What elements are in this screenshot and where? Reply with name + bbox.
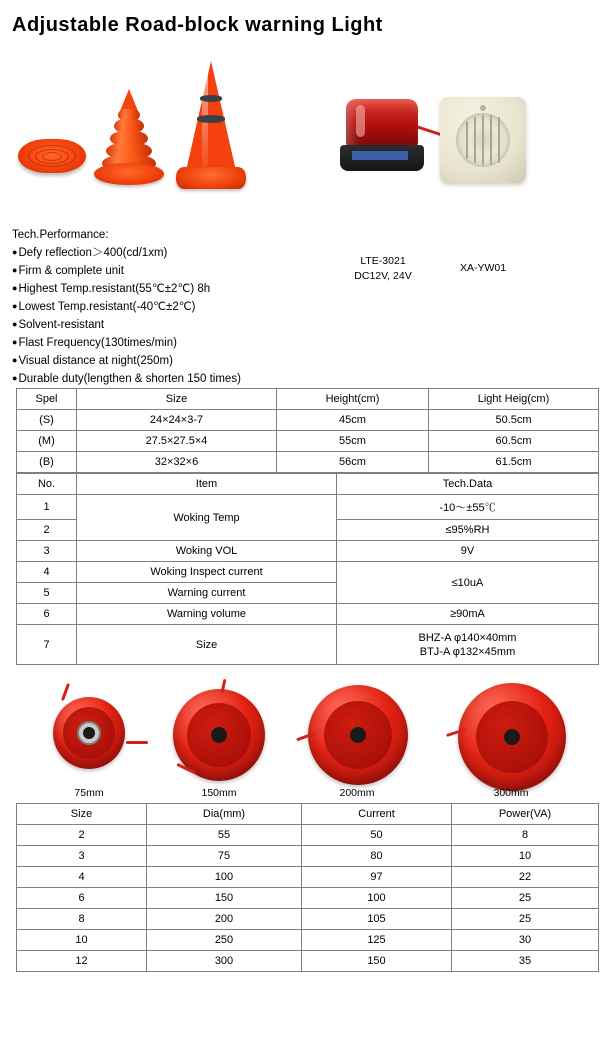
cell-no: 2 (17, 520, 77, 541)
perf-item (12, 298, 607, 316)
beacon-highlight (356, 105, 365, 137)
cell-item: Size (77, 625, 337, 665)
table-header-row (17, 474, 599, 495)
col-size: Size (17, 804, 147, 825)
bullet-icon: ● (12, 247, 18, 257)
bullet-icon: ● (12, 373, 18, 383)
col-item: Item (77, 474, 337, 495)
col-light-height: Light Heig(cm) (429, 389, 599, 410)
table-row (17, 930, 599, 951)
cell-current: 100 (302, 888, 452, 909)
page-title: Adjustable Road-block warning Light (12, 14, 383, 36)
cell-spel: (S) (17, 410, 77, 431)
cell-dia: 250 (147, 930, 302, 951)
bell-200mm-image (308, 685, 408, 785)
cell-current: 97 (302, 867, 452, 888)
perf-item-text: Visual distance at night(250m) (18, 355, 173, 367)
cell-item: Warning current (77, 583, 337, 604)
table-row (17, 625, 599, 665)
cell-power: 25 (452, 888, 599, 909)
perf-item (12, 244, 607, 262)
size-data-line-1: BHZ-A φ140×40mm (418, 631, 517, 644)
col-tech-data: Tech.Data (337, 474, 599, 495)
cell-power: 22 (452, 867, 599, 888)
bullet-icon: ● (12, 337, 18, 347)
cell-light-height: 61.5cm (429, 452, 599, 473)
cell-no: 5 (17, 583, 77, 604)
cell-power: 35 (452, 951, 599, 972)
cell-data: 9V (337, 541, 599, 562)
smoke-detector-image (440, 97, 526, 183)
bell-wire (61, 683, 70, 701)
table-row (17, 825, 599, 846)
size-data-line-2: BTJ-A φ132×45mm (419, 645, 516, 658)
cell-light-height: 50.5cm (429, 410, 599, 431)
cell-size: 10 (17, 930, 147, 951)
cell-power: 8 (452, 825, 599, 846)
table-row (17, 452, 599, 473)
cell-no: 1 (17, 495, 77, 520)
col-no: No. (17, 474, 77, 495)
cell-data: -10～±55℃ (337, 495, 599, 520)
cell-size: 3 (17, 846, 147, 867)
cell-spel: (M) (17, 431, 77, 452)
cell-height: 45cm (277, 410, 429, 431)
bullet-icon: ● (12, 283, 18, 293)
cone-reflective-band (197, 115, 225, 123)
bell-75mm-image (53, 697, 125, 769)
cell-size: 2 (17, 825, 147, 846)
detector-caption (423, 261, 543, 276)
perf-item-text: Firm & complete unit (18, 265, 124, 277)
cell-size: 8 (17, 909, 147, 930)
cell-dia: 55 (147, 825, 302, 846)
table-row (17, 888, 599, 909)
perf-item (12, 280, 607, 298)
cell-power: 10 (452, 846, 599, 867)
perf-item-text: Durable duty(lengthen & shorten 150 times) (18, 373, 241, 385)
cone-base-plate (176, 167, 246, 189)
beacon-lamp-image (336, 99, 428, 181)
size-table (16, 388, 599, 473)
bullet-icon: ● (12, 301, 18, 311)
table-row (17, 495, 599, 520)
cell-dia: 100 (147, 867, 302, 888)
cell-spel: (B) (17, 452, 77, 473)
bullet-icon: ● (12, 319, 18, 329)
table-row (17, 951, 599, 972)
perf-item (12, 352, 607, 370)
detector-led (480, 105, 486, 111)
cell-height: 56cm (277, 452, 429, 473)
bell-hub (211, 727, 227, 743)
col-spel: Spel (17, 389, 77, 410)
cell-height: 55cm (277, 431, 429, 452)
cell-data (337, 625, 599, 665)
bell-300mm-image (458, 683, 566, 791)
perf-item-text: Defy reflection＞400(cd/1xm) (18, 247, 168, 259)
cell-data: ≤10uA (337, 562, 599, 604)
cell-item: Woking Temp (77, 495, 337, 541)
detector-model: XA-YW01 (459, 262, 507, 274)
cell-dia: 300 (147, 951, 302, 972)
bell-spec-table (16, 803, 599, 972)
bell-caption: 300mm (493, 787, 529, 799)
detector-grille (456, 113, 510, 167)
col-dia: Dia(mm) (147, 804, 302, 825)
tech-performance-heading: Tech.Performance: (12, 229, 109, 241)
cell-dia: 75 (147, 846, 302, 867)
table-row (17, 562, 599, 583)
bullet-icon: ● (12, 265, 18, 275)
perf-item (12, 316, 607, 334)
cell-current: 125 (302, 930, 452, 951)
cell-item: Woking VOL (77, 541, 337, 562)
cone-reflective-band (200, 95, 222, 102)
bell-hub (504, 729, 520, 745)
table-row (17, 431, 599, 452)
col-current: Current (302, 804, 452, 825)
beacon-model: LTE-3021 (360, 255, 406, 267)
cone-flat-ring (42, 152, 62, 161)
col-power: Power(VA) (452, 804, 599, 825)
cell-item: Woking Inspect current (77, 562, 337, 583)
table-row (17, 604, 599, 625)
table-row (17, 410, 599, 431)
document-page (0, 14, 615, 1063)
cell-size: 4 (17, 867, 147, 888)
table-row (17, 909, 599, 930)
cell-light-height: 60.5cm (429, 431, 599, 452)
col-size: Size (77, 389, 277, 410)
beacon-voltage: DC12V, 24V (354, 270, 412, 282)
cone-tip (120, 89, 138, 111)
cell-dia: 200 (147, 909, 302, 930)
perf-item-text: Flast Frequency(130times/min) (18, 337, 177, 349)
perf-item (12, 334, 607, 352)
table-row (17, 541, 599, 562)
cell-power: 30 (452, 930, 599, 951)
table-header-row (17, 389, 599, 410)
table-header-row (17, 804, 599, 825)
cell-current: 150 (302, 951, 452, 972)
cell-size: 27.5×27.5×4 (77, 431, 277, 452)
perf-item (12, 370, 607, 388)
collapsed-cone-image (18, 131, 86, 177)
cell-size: 12 (17, 951, 147, 972)
cell-data: ≥90mA (337, 604, 599, 625)
cone-base (94, 163, 164, 185)
cell-no: 7 (17, 625, 77, 665)
tech-data-table (16, 473, 599, 665)
cell-data: ≤95%RH (337, 520, 599, 541)
bell-caption: 150mm (201, 787, 237, 799)
bullet-icon: ● (12, 355, 18, 365)
perf-item-text: Lowest Temp.resistant(-40℃±2℃) (18, 301, 196, 313)
bell-wire (126, 741, 148, 744)
cell-current: 80 (302, 846, 452, 867)
tall-cone-image (168, 61, 254, 189)
bell-caption: 75mm (74, 787, 104, 799)
cell-current: 105 (302, 909, 452, 930)
col-height: Height(cm) (277, 389, 429, 410)
cell-item: Warning volume (77, 604, 337, 625)
bell-photo-row (8, 683, 607, 803)
cell-current: 50 (302, 825, 452, 846)
cell-size: 6 (17, 888, 147, 909)
table-row (17, 867, 599, 888)
cell-power: 25 (452, 909, 599, 930)
cell-no: 4 (17, 562, 77, 583)
beacon-label-sticker (352, 151, 408, 160)
bell-hub (350, 727, 366, 743)
table-row (17, 846, 599, 867)
perf-item-text: Solvent-resistant (18, 319, 105, 331)
cell-no: 6 (17, 604, 77, 625)
cell-no: 3 (17, 541, 77, 562)
medium-cone-image (94, 89, 164, 185)
cell-size: 24×24×3-7 (77, 410, 277, 431)
perf-item-text: Highest Temp.resistant(55℃±2℃) 8h (18, 283, 211, 295)
cell-dia: 150 (147, 888, 302, 909)
bell-caption: 200mm (339, 787, 375, 799)
cell-size: 32×32×6 (77, 452, 277, 473)
bell-hub (83, 727, 95, 739)
tech-performance-section (8, 229, 607, 388)
